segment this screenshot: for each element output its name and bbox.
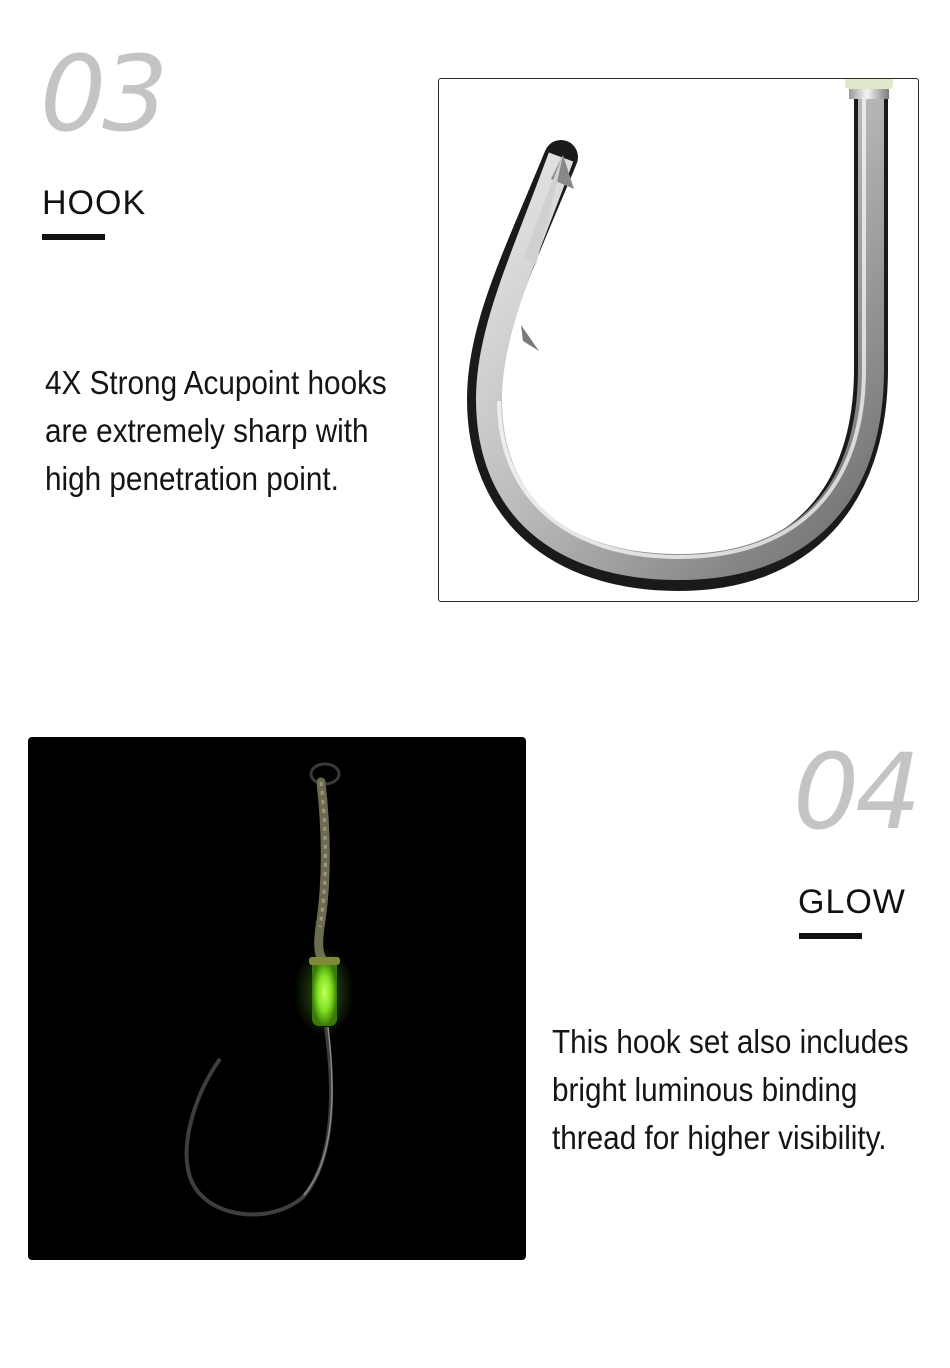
description-line: thread for higher visibility. bbox=[552, 1119, 887, 1156]
section-number-03: 03 bbox=[40, 33, 165, 155]
section-title-glow: GLOW bbox=[798, 883, 906, 921]
title-underline bbox=[799, 933, 862, 939]
glow-image-frame bbox=[28, 737, 526, 1260]
description-line: This hook set also includes bbox=[552, 1023, 909, 1060]
glowing-hook-icon bbox=[28, 737, 526, 1260]
section-title-hook: HOOK bbox=[42, 184, 147, 222]
description-line: are extremely sharp with bbox=[45, 412, 369, 449]
hook-image-frame bbox=[438, 78, 919, 602]
title-underline bbox=[42, 234, 105, 240]
hook-description bbox=[45, 359, 387, 503]
description-line: 4X Strong Acupoint hooks bbox=[45, 364, 387, 401]
section-number-04: 04 bbox=[793, 731, 918, 853]
silver-hook-icon bbox=[439, 79, 918, 601]
description-line: bright luminous binding bbox=[552, 1071, 858, 1108]
description-line: high penetration point. bbox=[45, 460, 339, 497]
glow-description bbox=[552, 1018, 909, 1162]
